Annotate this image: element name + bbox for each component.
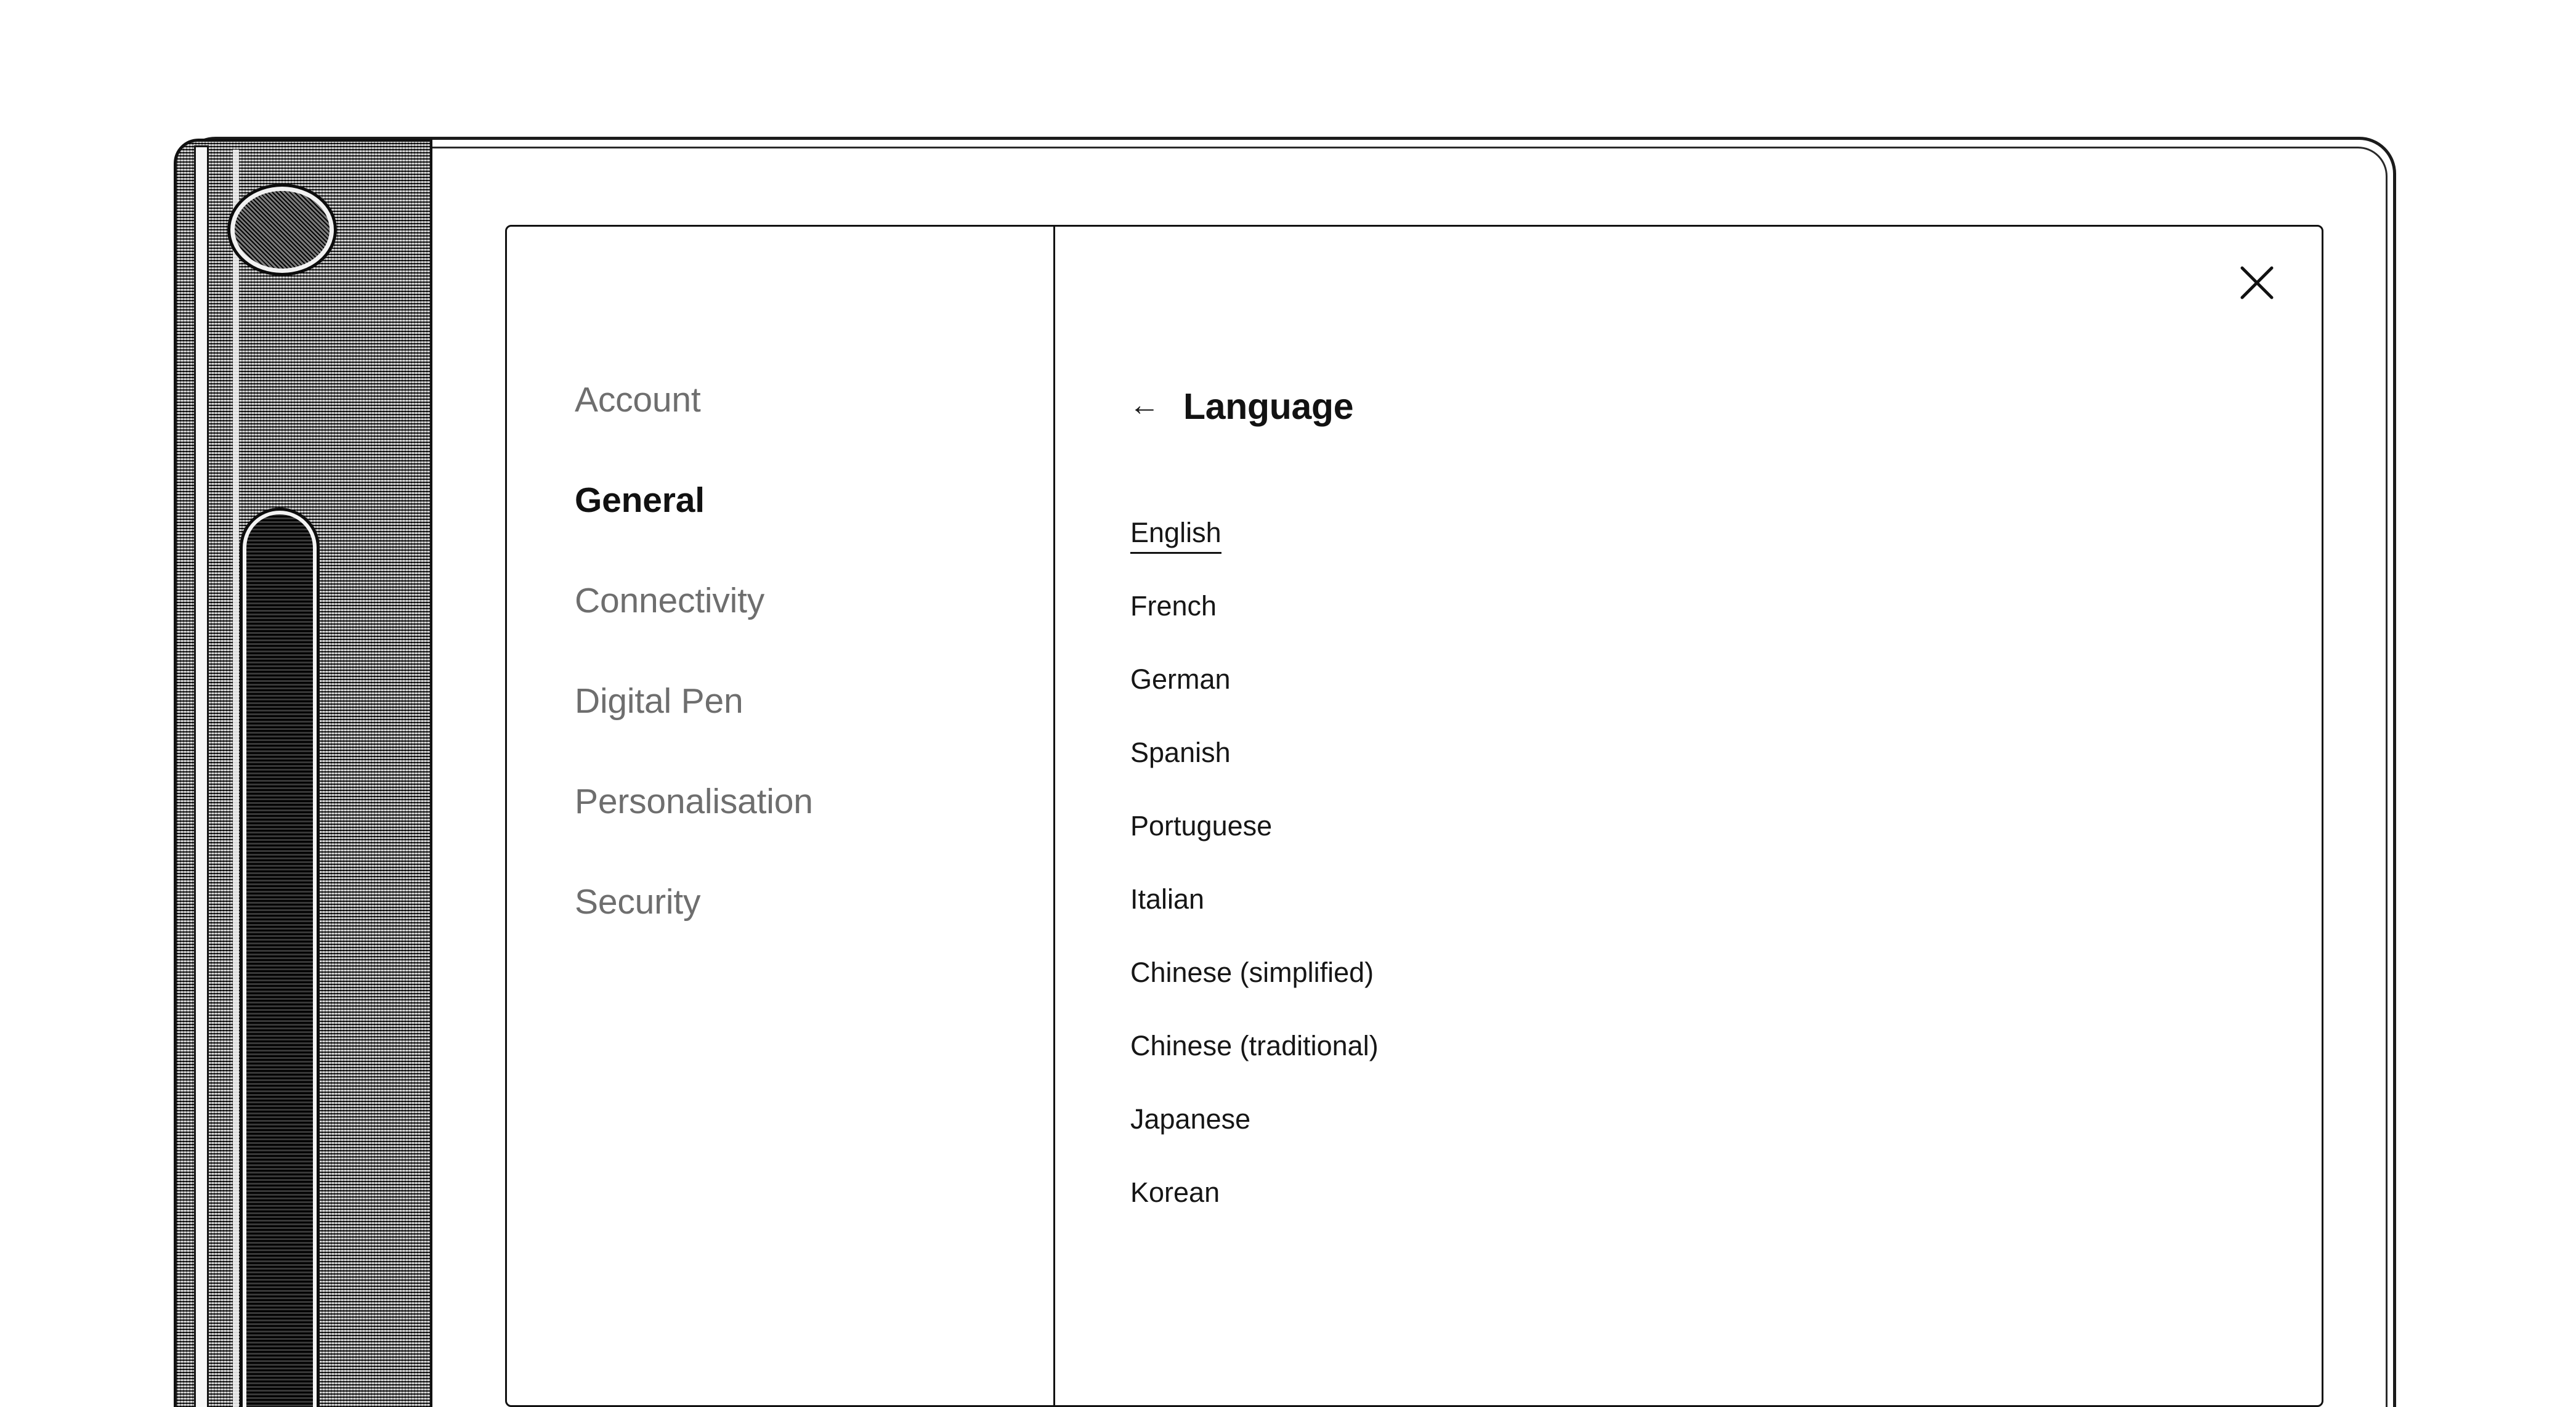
- list-item[interactable]: [1130, 1032, 2322, 1105]
- language-option-french[interactable]: French: [1130, 590, 1217, 622]
- list-item[interactable]: [1130, 592, 2322, 665]
- list-item[interactable]: [1130, 812, 2322, 885]
- language-option-italian[interactable]: Italian: [1130, 883, 1205, 915]
- language-option-japanese[interactable]: Japanese: [1130, 1103, 1251, 1135]
- list-item[interactable]: [1130, 739, 2322, 812]
- language-option-korean[interactable]: Korean: [1130, 1177, 1220, 1208]
- sidebar-item-label: General: [575, 480, 705, 520]
- language-option-spanish[interactable]: Spanish: [1130, 737, 1231, 768]
- list-item[interactable]: [1130, 665, 2322, 739]
- sidebar-item-digital-pen[interactable]: [575, 681, 1053, 721]
- language-option-english[interactable]: English: [1130, 519, 1221, 554]
- language-option-german[interactable]: German: [1130, 663, 1231, 695]
- list-item[interactable]: [1130, 959, 2322, 1032]
- sidebar-item-security[interactable]: [575, 882, 1053, 922]
- dialog-body: [507, 227, 2322, 1405]
- folio-ring-detail: [230, 187, 334, 273]
- language-list: [1129, 519, 2322, 1252]
- settings-content: [1055, 227, 2322, 1405]
- settings-nav: [507, 227, 1055, 1405]
- content-header: [1129, 386, 2322, 428]
- back-arrow-icon[interactable]: ←: [1129, 387, 1160, 422]
- folio-edge-highlight: [196, 147, 207, 1407]
- settings-dialog: [505, 225, 2323, 1407]
- sidebar-item-label: Security: [575, 882, 701, 922]
- sidebar-item-label: Connectivity: [575, 581, 765, 620]
- sidebar-item-personalisation[interactable]: [575, 784, 1053, 819]
- list-item[interactable]: [1130, 519, 2322, 592]
- list-item[interactable]: [1130, 885, 2322, 959]
- sidebar-item-label: Digital Pen: [575, 681, 743, 721]
- page-title: Language: [1183, 386, 1354, 427]
- folio-cover: [174, 139, 432, 1407]
- stylus-pen: [246, 514, 313, 1407]
- language-option-portuguese[interactable]: Portuguese: [1130, 810, 1273, 841]
- language-option-chinese-traditional[interactable]: Chinese (traditional): [1130, 1030, 1379, 1061]
- folio-edge-highlight-secondary: [233, 150, 239, 1407]
- sidebar-item-label: Account: [575, 380, 701, 420]
- sidebar-item-connectivity[interactable]: [575, 583, 1053, 618]
- sidebar-item-account[interactable]: [575, 380, 1053, 420]
- sidebar-item-label: Personalisation: [575, 782, 813, 821]
- list-item[interactable]: [1130, 1178, 2322, 1252]
- sidebar-item-general[interactable]: [575, 480, 1053, 520]
- list-item[interactable]: [1130, 1105, 2322, 1178]
- language-option-chinese-simplified[interactable]: Chinese (simplified): [1130, 957, 1374, 988]
